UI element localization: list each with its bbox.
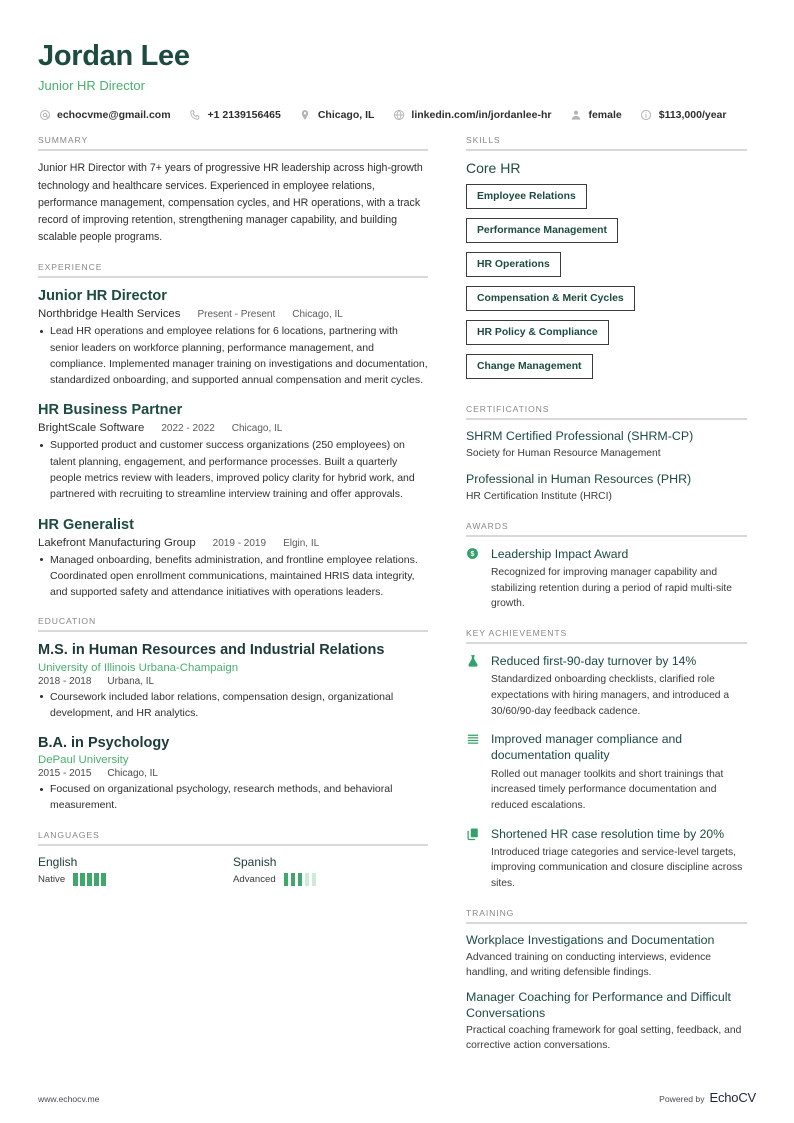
training-item (466, 990, 747, 1054)
language-level: Advanced (233, 873, 276, 885)
section-title-skills: SKILLS (466, 135, 501, 146)
section-title-training: TRAINING (466, 907, 515, 918)
experience-entry (38, 401, 428, 502)
rating-bar (101, 873, 106, 886)
phone-icon (189, 108, 202, 121)
education-location: Urbana, IL (107, 675, 155, 687)
copy-documents-icon (466, 826, 482, 892)
certification-item (466, 472, 747, 505)
section-skills (466, 135, 747, 388)
training-description: Advanced training on conducting interviews, evidence handling, and writing defensible findings. (466, 951, 711, 978)
experience-location: Chicago, IL (231, 423, 283, 435)
footer-url[interactable]: www.echocv.me (38, 1094, 100, 1104)
footer-powered-by-label: Powered by (659, 1094, 705, 1104)
skill-chip[interactable]: HR Operations (466, 252, 561, 277)
certification-name: Professional in Human Resources (PHR) (466, 472, 692, 487)
left-column (38, 135, 428, 901)
award-name: Leadership Impact Award (491, 546, 629, 561)
certification-issuer: HR Certification Institute (HRCI) (466, 491, 612, 503)
contact-location-value: Chicago, IL (317, 108, 375, 121)
section-divider (466, 642, 747, 644)
skill-group-title: Core HR (466, 160, 521, 177)
section-key-achievements (466, 628, 747, 892)
skill-chip[interactable]: HR Policy & Compliance (466, 320, 609, 345)
achievement-name: Shortened HR case resolution time by 20% (491, 826, 725, 841)
list-item: Focused on organizational psychology, research methods, and behavioral measurement. (38, 781, 428, 814)
rating-bar (298, 873, 303, 886)
section-divider (38, 276, 428, 278)
experience-dates: Present - Present (197, 309, 276, 321)
rating-bar (305, 873, 310, 886)
award-item (466, 546, 747, 612)
experience-company: Northbridge Health Services (38, 308, 181, 321)
contact-row (38, 108, 756, 121)
skill-chip[interactable]: Performance Management (466, 218, 618, 243)
language-item (38, 855, 233, 886)
list-item: Managed onboarding, benefits administration, and frontline employee relations. Coordinated open enrollment communications, maintained HRIS data integrity, and supported safety and attendance initiatives with operations leaders. (38, 552, 428, 601)
education-dates: 2018 - 2018 (38, 675, 92, 687)
section-title-experience: EXPERIENCE (38, 262, 103, 273)
list-item: Coursework included labor relations, compensation design, organizational development, and HR analytics. (38, 689, 428, 722)
achievement-description: Rolled out manager toolkits and short trainings that increased timely performance documentation and reduced escalations. (491, 768, 724, 811)
experience-location: Chicago, IL (292, 309, 343, 321)
person-icon (569, 108, 582, 121)
section-divider (38, 844, 428, 846)
list-item: Supported product and customer success organizations (250 employees) on talent planning, engagement, and performance processes. Built a quarterly people metrics review with leaders, improved policy clarity for hybrid work, and partnered with recruiting to streamline interview training and offer approvals. (38, 437, 428, 502)
info-icon (640, 108, 653, 121)
education-dates: 2015 - 2015 (38, 768, 92, 780)
language-level-row (233, 873, 428, 886)
training-item (466, 933, 747, 981)
language-level-row (38, 873, 233, 886)
education-entry (38, 734, 428, 814)
section-title-awards: AWARDS (466, 520, 509, 531)
section-training (466, 908, 747, 1054)
list-lines-icon (466, 731, 482, 813)
education-school: University of Illinois Urbana-Champaign (38, 661, 239, 674)
section-languages (38, 830, 428, 886)
section-awards (466, 521, 747, 612)
section-divider (466, 535, 747, 537)
page-footer (38, 1090, 756, 1105)
experience-meta (38, 537, 428, 549)
globe-icon (392, 108, 405, 121)
location-icon (299, 108, 312, 121)
section-divider (38, 149, 428, 151)
email-icon (38, 108, 51, 121)
skill-chip[interactable]: Compensation & Merit Cycles (466, 286, 635, 311)
achievement-description: Introduced triage categories and service-level targets, improving communication and closure discipline across sites. (491, 846, 743, 890)
rating-bar (73, 873, 78, 886)
rating-bar (87, 873, 92, 886)
training-name: Manager Coaching for Performance and Difficult Conversations (466, 990, 731, 1021)
summary-text: Junior HR Director with 7+ years of progressive HR leadership across high-growth technology and healthcare services. Experienced in employee relations, performance management, compensation cycles, and HR operations, with a track record of improving retention, strengthening manager capability, and building scalable people programs. (38, 162, 423, 243)
achievement-body (491, 653, 747, 719)
education-degree: M.S. in Human Resources and Industrial Relations (38, 642, 385, 659)
achievement-description: Standardized onboarding checklists, clarified role expectations with hiring managers, and introduced a 30/60/90-day feedback cadence. (491, 674, 730, 717)
award-body (491, 546, 747, 612)
experience-company: BrightScale Software (38, 422, 145, 435)
contact-gender-value: female (588, 108, 622, 121)
right-column (466, 135, 747, 1070)
section-certifications (466, 404, 747, 505)
achievement-name: Improved manager compliance and documentation quality (491, 732, 683, 763)
resume-columns (38, 135, 756, 1070)
certification-item (466, 429, 747, 462)
training-name: Workplace Investigations and Documentation (466, 932, 715, 947)
achievement-item (466, 826, 747, 892)
education-bullets (38, 781, 428, 814)
section-divider (38, 630, 428, 632)
section-summary (38, 135, 428, 246)
achievement-item (466, 731, 747, 813)
award-description: Recognized for improving manager capability and stabilizing retention during a period of rapid multi-site growth. (491, 567, 732, 610)
section-education (38, 616, 428, 813)
rating-bar (291, 873, 296, 886)
section-divider (466, 418, 747, 420)
experience-bullets (38, 437, 428, 502)
contact-location (299, 108, 375, 121)
achievement-body (491, 826, 747, 892)
experience-bullets (38, 552, 428, 601)
footer-branding (659, 1090, 756, 1105)
svg-text:$: $ (470, 550, 475, 558)
experience-role: Junior HR Director (38, 288, 167, 305)
education-degree: B.A. in Psychology (38, 735, 170, 752)
experience-role: HR Generalist (38, 516, 134, 533)
rating-bar (94, 873, 99, 886)
education-meta (38, 768, 428, 779)
contact-email[interactable] (38, 108, 171, 121)
certification-issuer: Society for Human Resource Management (466, 448, 661, 460)
contact-salary (640, 108, 727, 121)
languages-grid (38, 855, 428, 886)
experience-company: Lakefront Manufacturing Group (38, 536, 196, 549)
contact-linkedin[interactable] (392, 108, 551, 121)
skill-chip-list (466, 184, 747, 388)
footer-brand: EchoCV (709, 1090, 756, 1105)
contact-salary-value: $113,000/year (658, 108, 727, 121)
section-title-languages: LANGUAGES (38, 829, 100, 840)
experience-meta (38, 422, 428, 434)
language-item (233, 855, 428, 886)
section-divider (466, 149, 747, 151)
rating-bar (284, 873, 289, 886)
dollar-circle-icon (466, 546, 482, 612)
achievement-body (491, 731, 747, 813)
experience-entry (38, 516, 428, 601)
language-rating-bars (284, 873, 317, 886)
education-entry (38, 641, 428, 721)
language-rating-bars (73, 873, 106, 886)
experience-bullets (38, 323, 428, 388)
achievement-name: Reduced first-90-day turnover by 14% (491, 654, 697, 669)
contact-gender (569, 108, 621, 121)
contact-linkedin-value: linkedin.com/in/jordanlee-hr (411, 108, 552, 121)
list-item: Lead HR operations and employee relations for 6 locations, partnering with senior leaders on workforce planning, performance management, and compliance. Implemented manager training on investigations and documentation, standardized onboarding, and supported annual compensation and merit cycles. (38, 323, 428, 388)
education-location: Chicago, IL (107, 768, 158, 780)
section-divider (466, 922, 747, 924)
certification-name: SHRM Certified Professional (SHRM-CP) (466, 429, 694, 444)
language-level: Native (38, 873, 66, 885)
contact-email-value: echocvme@gmail.com (57, 108, 171, 121)
section-title-certifications: CERTIFICATIONS (466, 404, 550, 415)
contact-phone-value: +1 2139156465 (207, 108, 281, 121)
skill-chip[interactable]: Change Management (466, 354, 593, 379)
experience-role: HR Business Partner (38, 402, 183, 419)
experience-meta (38, 308, 428, 320)
section-title-key-achievements: KEY ACHIEVEMENTS (466, 628, 568, 639)
section-experience (38, 262, 428, 600)
section-title-summary: SUMMARY (38, 135, 89, 146)
education-meta (38, 676, 428, 687)
language-name: English (38, 854, 78, 869)
experience-location: Elgin, IL (283, 537, 320, 549)
flask-icon (466, 653, 482, 719)
rating-bar (80, 873, 85, 886)
experience-entry (38, 287, 428, 388)
education-school: DePaul University (38, 754, 129, 767)
contact-phone[interactable] (189, 108, 281, 121)
skill-chip[interactable]: Employee Relations (466, 184, 587, 209)
experience-dates: 2019 - 2019 (212, 537, 267, 549)
section-title-education: EDUCATION (38, 616, 97, 627)
experience-dates: 2022 - 2022 (161, 423, 215, 435)
training-description: Practical coaching framework for goal setting, feedback, and corrective action conversations. (466, 1025, 742, 1052)
rating-bar (312, 873, 317, 886)
achievement-item (466, 653, 747, 719)
page-title: Jordan Lee (38, 40, 190, 72)
resume-header (38, 40, 756, 121)
language-name: Spanish (233, 854, 277, 869)
header-job-title: Junior HR Director (38, 78, 145, 94)
education-bullets (38, 689, 428, 722)
